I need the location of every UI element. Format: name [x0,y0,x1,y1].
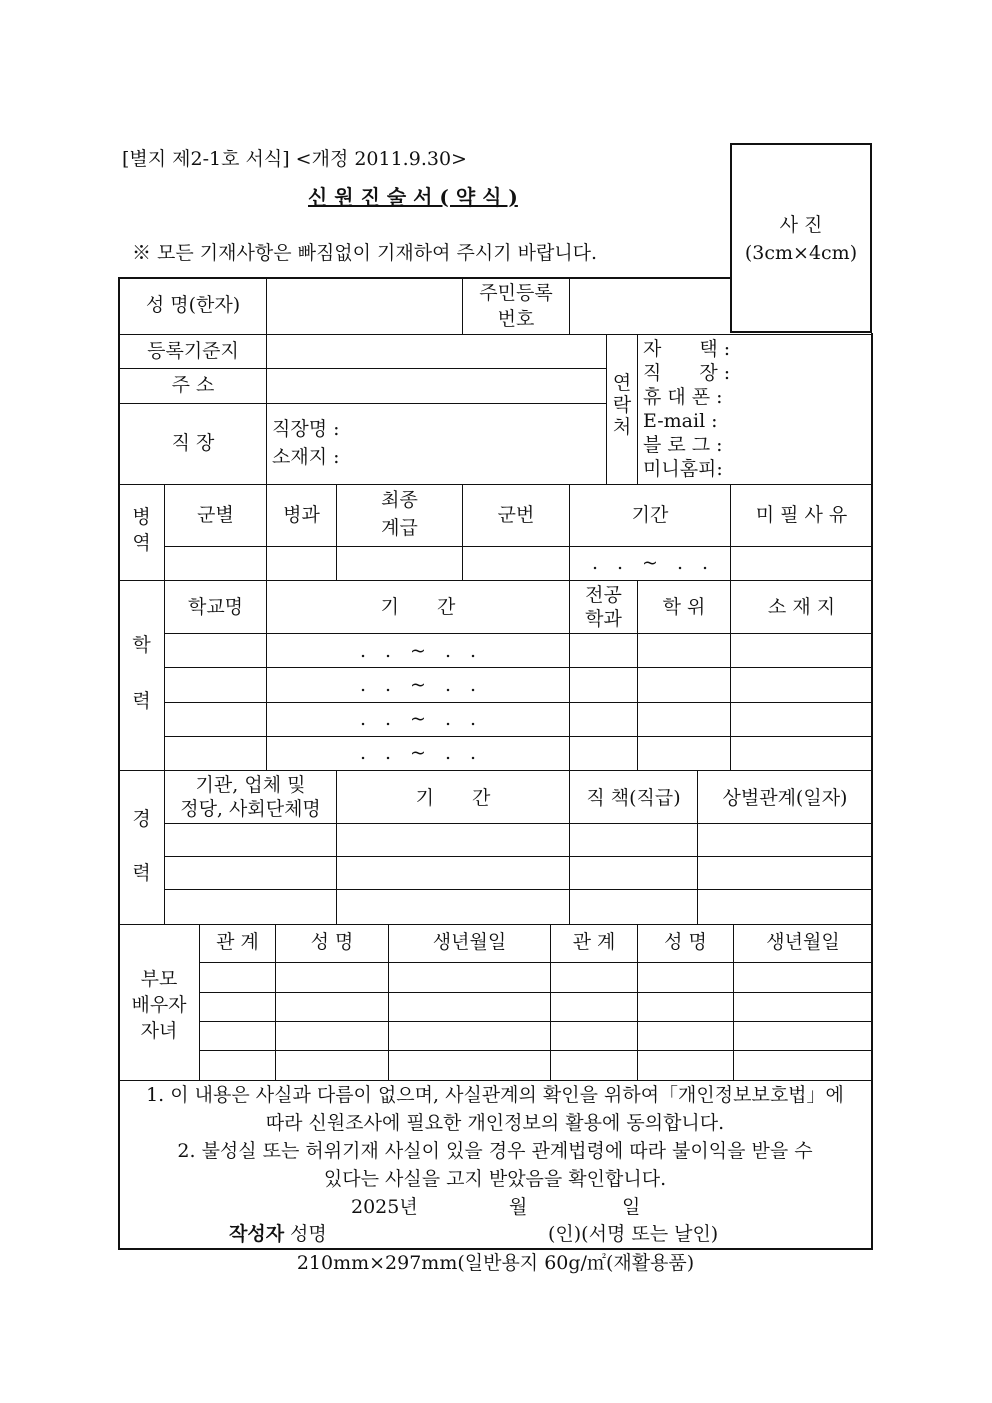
contact-label: 연 락 처 [612,372,632,438]
photo-label: 사 진 [779,214,823,236]
address-field[interactable] [268,370,605,402]
military-rank-header-1: 최종 [381,489,418,511]
career-section-label: 경 력 [132,808,151,884]
table-bottom-border [118,1248,873,1250]
registry-field[interactable] [268,336,605,367]
workplace-label: 직 장 [171,432,215,454]
date-day[interactable]: 일 [622,1196,641,1218]
table-top-border [118,277,732,279]
photo-box[interactable] [730,143,872,333]
degree-header: 학 위 [662,596,706,618]
contact-work: 직 장 : [643,362,731,384]
relation-header: 관 계 [216,931,259,953]
declaration-line-1: 1. 이 내용은 사실과 다름이 없으며, 사실관계의 확인을 위하여「개인정보보호법」에 [146,1084,844,1106]
school-location-header: 소 재 지 [767,596,836,618]
military-branch-header: 군별 [197,504,234,526]
awards-header: 상벌관계(일자) [722,787,848,809]
education-period-field[interactable]: . . ~ . . [359,674,477,696]
education-period-field[interactable]: . . ~ . . [359,708,477,730]
name-label: 성 명(한자) [145,294,241,316]
signature-seal[interactable]: (인)(서명 또는 날인) [548,1223,719,1245]
date-year[interactable]: 2025년 [351,1196,418,1218]
major-header-1: 전공 [585,584,622,606]
military-number-header: 군번 [497,504,535,526]
address-label: 주 소 [171,374,215,396]
military-period-field[interactable]: . . ~ . . [591,552,709,574]
family-name-header: 성 명 [664,931,707,953]
form-number: [별지 제2-1호 서식] <개정 2011.9.30> [122,148,467,170]
relation-header: 관 계 [572,931,616,953]
birthdate-header: 생년월일 [766,931,840,953]
military-section-label: 병 역 [132,506,151,554]
author-name-label: 성명 [290,1223,327,1245]
paper-spec: 210mm×297mm(일반용지 60g/㎡(재활용품) [296,1252,695,1274]
page-title: 신 원 진 술 서 ( 약 식 ) [308,185,518,209]
declaration-line-4: 있다는 사실을 고지 받았음을 확인합니다. [323,1168,667,1190]
position-header: 직 책(직급) [586,787,681,809]
education-period-field[interactable]: . . ~ . . [359,640,477,662]
birthdate-header: 생년월일 [432,931,507,953]
contact-minihome: 미니홈피: [643,458,723,480]
declaration-line-3: 2. 불성실 또는 허위기재 사실이 있을 경우 관계법령에 따라 불이익을 받을 수 [177,1140,813,1162]
military-exempt-header: 미 필 사 유 [755,504,848,526]
school-name-header: 학교명 [187,596,244,618]
date-month[interactable]: 월 [509,1196,528,1218]
rrn-label-2: 번호 [497,308,535,330]
education-section-label: 학 력 [132,634,151,712]
education-period-field[interactable]: . . ~ . . [359,742,477,764]
career-period-header: 기 간 [415,787,491,809]
family-section-label: 부모 배우자 자녀 [131,968,187,1042]
education-period-header: 기 간 [380,596,456,618]
military-period-header: 기간 [631,504,669,526]
contact-mobile: 휴 대 폰 : [643,386,723,408]
rrn-field[interactable] [571,280,729,333]
photo-size: (3cm×4cm) [744,242,858,264]
contact-email: E-mail : [643,410,718,432]
rrn-label-1: 주민등록 [479,282,553,304]
family-name-header: 성 명 [310,931,354,953]
contact-blog: 블 로 그 : [643,434,723,456]
declaration-line-2: 따라 신원조사에 필요한 개인정보의 활용에 동의합니다. [265,1112,725,1134]
major-header-2: 학과 [585,608,622,630]
military-rank-header-2: 계급 [381,517,418,539]
workplace-location-label: 소재지 : [272,446,340,468]
author-label: 작성자 [229,1223,285,1245]
organization-header-2: 정당, 사회단체명 [180,798,321,820]
organization-header-1: 기관, 업체 및 [195,774,306,796]
workplace-name-label: 직장명 : [272,418,340,440]
military-arm-header: 병과 [283,504,320,526]
contact-home: 자 택 : [643,338,731,360]
name-field[interactable] [268,280,461,333]
registry-label: 등록기준지 [147,340,239,362]
notice-text: ※ 모든 기재사항은 빠짐없이 기재하여 주시기 바랍니다. [132,242,598,264]
